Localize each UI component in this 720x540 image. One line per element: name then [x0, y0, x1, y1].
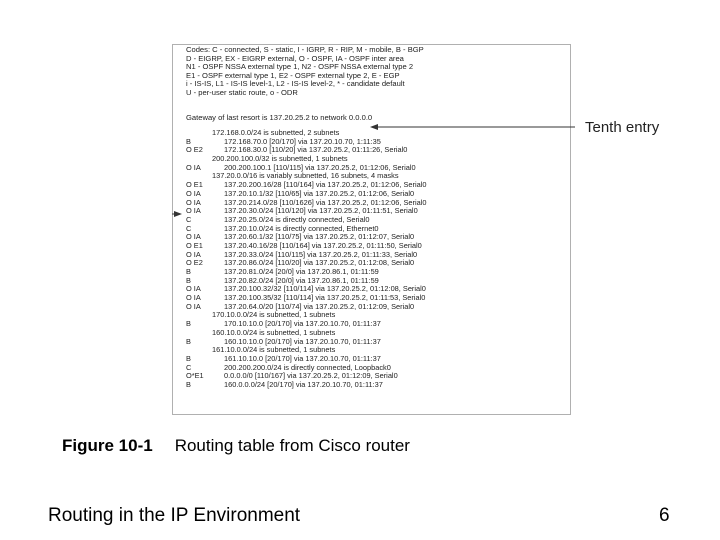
route-text: 137.20.0.0/16 is variably subnetted, 16 subnets, 4 masks — [212, 171, 399, 181]
codes-legend-line: E1 - OSPF external type 1, E2 - OSPF external type 2, E - EGP — [186, 70, 400, 80]
route-text: 160.0.0.0/24 [20/170] via 137.20.10.70, 01:11:37 — [224, 379, 383, 389]
route-text: 137.20.214.0/28 [110/1626] via 137.20.25.2, 01:12:06, Serial0 — [224, 197, 427, 207]
codes-legend-line: D - EIGRP, EX - EIGRP external, O - OSPF, IA - OSPF inter area — [186, 53, 404, 63]
codes-legend-line: Codes: C - connected, S - static, I - IGRP, R - RIP, M - mobile, B - BGP — [186, 45, 424, 54]
route-text: 137.20.81.0/24 [20/0] via 137.20.86.1, 01:11:59 — [224, 267, 379, 276]
route-code: O IA — [186, 232, 201, 242]
route-text: 0.0.0.0/0 [110/167] via 137.20.25.2, 01:12:09, Serial0 — [224, 371, 398, 381]
route-code: O E2 — [186, 145, 203, 155]
route-text: 200.200.200.0/24 is directly connected, Loopback0 — [224, 362, 391, 372]
route-code: C — [186, 223, 192, 233]
route-code: B — [186, 267, 191, 276]
route-code: C — [186, 214, 192, 224]
route-code: B — [186, 136, 191, 146]
route-code: B — [186, 336, 191, 346]
slide-footer-title: Routing in the IP Environment — [48, 505, 301, 526]
figure-title: Routing table from Cisco router — [174, 436, 410, 455]
route-row — [186, 381, 566, 390]
route-text: 137.20.100.32/32 [110/114] via 137.20.25.2, 01:12:08, Serial0 — [224, 284, 426, 294]
route-code: O*E1 — [186, 371, 204, 381]
route-text: 137.20.82.0/24 [20/0] via 137.20.86.1, 01:11:59 — [224, 275, 379, 285]
route-text: 137.20.200.16/28 [110/164] via 137.20.25.2, 01:12:06, Serial0 — [224, 180, 427, 190]
route-code: C — [186, 362, 192, 372]
route-code: O IA — [186, 188, 201, 198]
route-code: B — [186, 379, 191, 389]
route-text: 200.200.100.0/32 is subnetted, 1 subnets — [212, 154, 348, 164]
codes-legend-line: N1 - OSPF NSSA external type 1, N2 - OSPF NSSA external type 2 — [186, 62, 414, 72]
route-code: B — [186, 319, 191, 329]
route-text: 137.20.64.0/20 [110/74] via 137.20.25.2, 01:12:09, Serial0 — [224, 301, 415, 311]
route-text: 137.20.10.1/32 [110/65] via 137.20.25.2, 01:12:06, Serial0 — [224, 188, 415, 198]
route-text: 161.10.0.0/24 is subnetted, 1 subnets — [212, 345, 336, 355]
route-text: 170.10.0.0/24 is subnetted, 1 subnets — [212, 310, 336, 320]
route-text: 170.10.10.0 [20/170] via 137.20.10.70, 01:11:37 — [224, 319, 381, 329]
codes-legend-line: U - per-user static route, o - ODR — [186, 87, 298, 97]
route-text: 137.20.100.35/32 [110/114] via 137.20.25.2, 01:11:53, Serial0 — [224, 293, 426, 303]
route-text: 172.168.30.0 [110/20] via 137.20.25.2, 01:11:26, Serial0 — [224, 145, 408, 155]
route-text: 137.20.40.16/28 [110/164] via 137.20.25.2, 01:11:50, Serial0 — [224, 240, 422, 250]
tenth-entry-label: Tenth entry — [585, 119, 660, 136]
route-code: B — [186, 275, 191, 285]
route-code: B — [186, 353, 191, 363]
figure-number: Figure 10-1 — [62, 436, 153, 455]
route-text: 172.168.0.0/24 is subnetted, 2 subnets — [212, 128, 340, 137]
route-list — [186, 129, 566, 390]
route-text: 160.10.0.0/24 is subnetted, 1 subnets — [212, 327, 336, 337]
route-code: O E2 — [186, 258, 203, 268]
route-text: 137.20.30.0/24 [110/120] via 137.20.25.2, 01:11:51, Serial0 — [224, 206, 418, 216]
route-text: 137.20.33.0/24 [110/115] via 137.20.25.2, 01:11:33, Serial0 — [224, 249, 418, 259]
route-code: O IA — [186, 293, 201, 303]
codes-legend — [186, 46, 424, 98]
route-code: O IA — [186, 301, 201, 311]
route-text: 137.20.86.0/24 [110/20] via 137.20.25.2, 01:12:08, Serial0 — [224, 258, 415, 268]
route-text: 137.20.60.1/32 [110/75] via 137.20.25.2, 01:12:07, Serial0 — [224, 232, 415, 242]
route-text: 137.20.25.0/24 is directly connected, Serial0 — [224, 214, 370, 224]
route-code: O IA — [186, 197, 201, 207]
gateway-line: Gateway of last resort is 137.20.25.2 to network 0.0.0.0 — [186, 113, 373, 122]
page-number: 6 — [659, 505, 670, 526]
route-code: O E1 — [186, 240, 203, 250]
route-text: 161.10.10.0 [20/170] via 137.20.10.70, 01:11:37 — [224, 353, 381, 363]
route-code: O IA — [186, 284, 201, 294]
route-text: 172.168.70.0 [20/170] via 137.20.10.70, 1:11:35 — [224, 136, 381, 146]
route-text: 200.200.100.1 [110/115] via 137.20.25.2, 01:12:06, Serial0 — [224, 162, 416, 172]
route-text: 160.10.10.0 [20/170] via 137.20.10.70, 01:11:37 — [224, 336, 381, 346]
figure-caption — [62, 436, 410, 456]
route-code: O IA — [186, 249, 201, 259]
route-code: O IA — [186, 162, 201, 172]
codes-legend-line: i - IS-IS, L1 - IS-IS level-1, L2 - IS-IS level-2, * - candidate default — [186, 79, 405, 89]
route-text: 137.20.10.0/24 is directly connected, Ethernet0 — [224, 223, 379, 233]
route-code: O IA — [186, 206, 201, 216]
route-code: O E1 — [186, 180, 203, 190]
